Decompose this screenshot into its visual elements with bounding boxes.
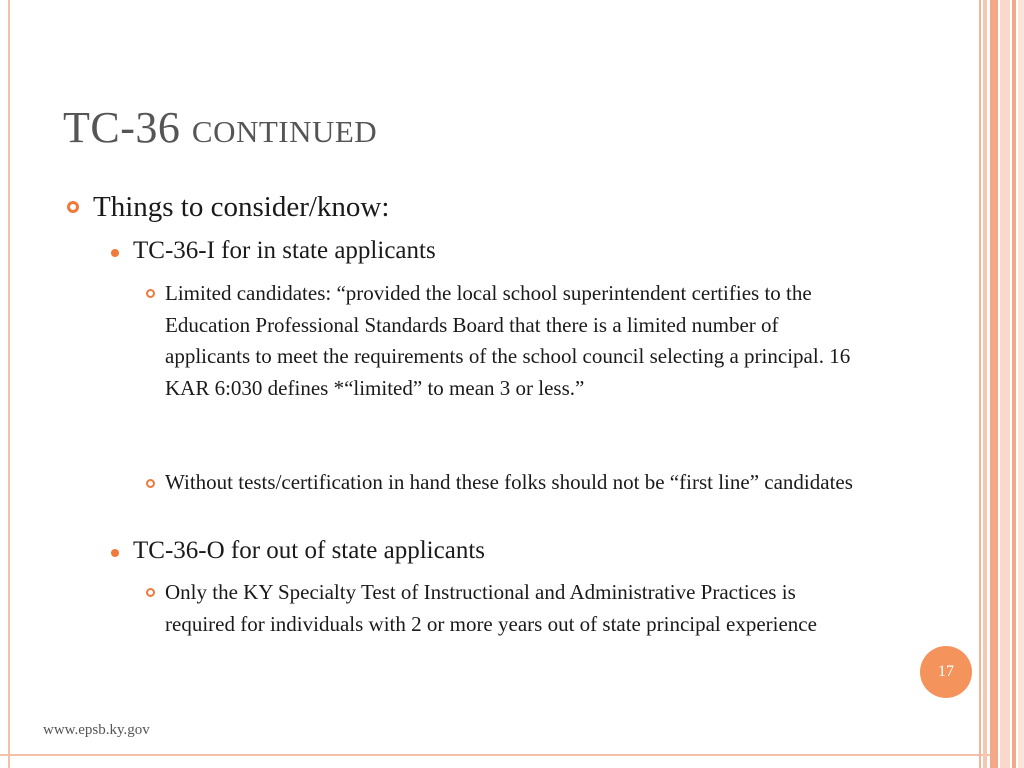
small-ring-bullet-icon (146, 289, 155, 298)
title-main: TC-36 (63, 103, 192, 152)
dot-bullet-icon (111, 249, 119, 257)
bullet-level1: Things to consider/know: (93, 191, 390, 223)
bullet-ky-specialty-test: Only the KY Specialty Test of Instructional and Administrative Practices is required for individuals with 2 or more years out of state principal experience (165, 580, 817, 636)
ring-bullet-icon (67, 201, 79, 213)
title-continued: continued (191, 103, 378, 152)
small-ring-bullet-icon (146, 588, 155, 597)
bullet-in-state-heading: TC-36-I for in state applicants (133, 237, 436, 264)
page-number-badge: 17 (920, 646, 972, 698)
bullet-out-state-heading: TC-36-O for out of state applicants (133, 537, 485, 564)
bullet-without-tests: Without tests/certification in hand these folks should not be “first line” candidates (165, 470, 853, 494)
footer-url: www.epsb.ky.gov (43, 722, 150, 738)
dot-bullet-icon (111, 549, 119, 557)
bullet-limited-candidates: Limited candidates: “provided the local school superintendent certifies to the Education Professional Standards Board that there is a limited number of applicants to meet the requirements of the school council selecting a principal. 16 KAR 6:030 defines *“limited” to mean 3 or less.” (165, 281, 851, 400)
small-ring-bullet-icon (146, 479, 155, 488)
